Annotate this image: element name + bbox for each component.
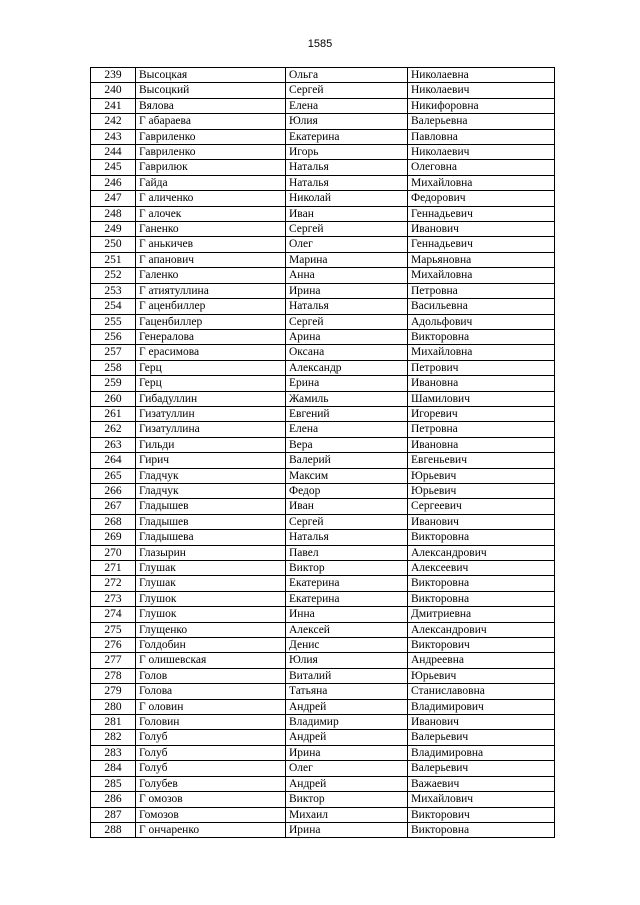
patronymic-cell: Николаевич	[408, 145, 555, 160]
row-number-cell: 270	[91, 545, 136, 560]
patronymic-cell: Владимировна	[408, 745, 555, 760]
patronymic-cell: Никифоровна	[408, 98, 555, 113]
first-name-cell: Евгений	[286, 406, 408, 421]
last-name-cell: Герц	[136, 376, 286, 391]
patronymic-cell: Андреевна	[408, 653, 555, 668]
patronymic-cell: Викторовна	[408, 530, 555, 545]
patronymic-cell: Викторович	[408, 807, 555, 822]
first-name-cell: Юлия	[286, 114, 408, 129]
table-row	[91, 499, 555, 514]
patronymic-cell: Марьяновна	[408, 252, 555, 267]
last-name-cell: Глушак	[136, 576, 286, 591]
last-name-cell: Г оловин	[136, 699, 286, 714]
first-name-cell: Сергей	[286, 83, 408, 98]
table-row	[91, 376, 555, 391]
patronymic-cell: Владимирович	[408, 699, 555, 714]
first-name-cell: Олег	[286, 761, 408, 776]
patronymic-cell: Михайловна	[408, 268, 555, 283]
row-number-cell: 244	[91, 145, 136, 160]
roster-table	[90, 67, 555, 838]
row-number-cell: 273	[91, 591, 136, 606]
last-name-cell: Г анькичев	[136, 237, 286, 252]
row-number-cell: 245	[91, 160, 136, 175]
last-name-cell: Глушок	[136, 591, 286, 606]
first-name-cell: Андрей	[286, 730, 408, 745]
patronymic-cell: Олеговна	[408, 160, 555, 175]
patronymic-cell: Ивановна	[408, 437, 555, 452]
last-name-cell: Вялова	[136, 98, 286, 113]
first-name-cell: Наталья	[286, 299, 408, 314]
last-name-cell: Гибадуллин	[136, 391, 286, 406]
patronymic-cell: Важаевич	[408, 776, 555, 791]
last-name-cell: Голова	[136, 684, 286, 699]
first-name-cell: Арина	[286, 329, 408, 344]
last-name-cell: Голдобин	[136, 638, 286, 653]
row-number-cell: 283	[91, 745, 136, 760]
table-row	[91, 684, 555, 699]
last-name-cell: Г ончаренко	[136, 822, 286, 837]
table-row	[91, 160, 555, 175]
last-name-cell: Глушок	[136, 607, 286, 622]
last-name-cell: Генералова	[136, 329, 286, 344]
patronymic-cell: Адольфович	[408, 314, 555, 329]
first-name-cell: Виктор	[286, 561, 408, 576]
patronymic-cell: Геннадьевич	[408, 237, 555, 252]
first-name-cell: Екатерина	[286, 576, 408, 591]
patronymic-cell: Николаевич	[408, 83, 555, 98]
last-name-cell: Голуб	[136, 745, 286, 760]
page-number: 1585	[307, 38, 333, 50]
table-row	[91, 822, 555, 837]
first-name-cell: Ольга	[286, 68, 408, 83]
table-row	[91, 406, 555, 421]
last-name-cell: Г атиятуллина	[136, 283, 286, 298]
first-name-cell: Ирина	[286, 822, 408, 837]
first-name-cell: Владимир	[286, 715, 408, 730]
patronymic-cell: Алексеевич	[408, 561, 555, 576]
patronymic-cell: Дмитриевна	[408, 607, 555, 622]
row-number-cell: 281	[91, 715, 136, 730]
row-number-cell: 286	[91, 792, 136, 807]
row-number-cell: 248	[91, 206, 136, 221]
table-row	[91, 638, 555, 653]
row-number-cell: 256	[91, 329, 136, 344]
table-row	[91, 329, 555, 344]
first-name-cell: Андрей	[286, 776, 408, 791]
patronymic-cell: Иванович	[408, 715, 555, 730]
table-row	[91, 699, 555, 714]
table-row	[91, 206, 555, 221]
first-name-cell: Елена	[286, 98, 408, 113]
table-row	[91, 175, 555, 190]
patronymic-cell: Иванович	[408, 222, 555, 237]
row-number-cell: 266	[91, 483, 136, 498]
patronymic-cell: Михайловна	[408, 175, 555, 190]
patronymic-cell: Игоревич	[408, 406, 555, 421]
first-name-cell: Вера	[286, 437, 408, 452]
first-name-cell: Ирина	[286, 745, 408, 760]
row-number-cell: 274	[91, 607, 136, 622]
row-number-cell: 272	[91, 576, 136, 591]
last-name-cell: Гладчук	[136, 483, 286, 498]
patronymic-cell: Евгеньевич	[408, 453, 555, 468]
table-row	[91, 345, 555, 360]
patronymic-cell: Павловна	[408, 129, 555, 144]
row-number-cell: 259	[91, 376, 136, 391]
last-name-cell: Голубев	[136, 776, 286, 791]
row-number-cell: 258	[91, 360, 136, 375]
first-name-cell: Алексей	[286, 622, 408, 637]
row-number-cell: 278	[91, 668, 136, 683]
last-name-cell: Гизатуллина	[136, 422, 286, 437]
last-name-cell: Г ерасимова	[136, 345, 286, 360]
row-number-cell: 255	[91, 314, 136, 329]
row-number-cell: 288	[91, 822, 136, 837]
first-name-cell: Павел	[286, 545, 408, 560]
patronymic-cell: Викторовна	[408, 591, 555, 606]
table-row	[91, 422, 555, 437]
first-name-cell: Инна	[286, 607, 408, 622]
patronymic-cell: Шамилович	[408, 391, 555, 406]
patronymic-cell: Михайлович	[408, 792, 555, 807]
first-name-cell: Валерий	[286, 453, 408, 468]
last-name-cell: Гирич	[136, 453, 286, 468]
row-number-cell: 257	[91, 345, 136, 360]
patronymic-cell: Николаевна	[408, 68, 555, 83]
first-name-cell: Елена	[286, 422, 408, 437]
last-name-cell: Г алочек	[136, 206, 286, 221]
row-number-cell: 264	[91, 453, 136, 468]
row-number-cell: 241	[91, 98, 136, 113]
row-number-cell: 287	[91, 807, 136, 822]
row-number-cell: 282	[91, 730, 136, 745]
first-name-cell: Татьяна	[286, 684, 408, 699]
last-name-cell: Г омозов	[136, 792, 286, 807]
table-row	[91, 745, 555, 760]
first-name-cell: Иван	[286, 206, 408, 221]
row-number-cell: 250	[91, 237, 136, 252]
row-number-cell: 239	[91, 68, 136, 83]
patronymic-cell: Юрьевич	[408, 668, 555, 683]
last-name-cell: Глущенко	[136, 622, 286, 637]
row-number-cell: 263	[91, 437, 136, 452]
first-name-cell: Екатерина	[286, 129, 408, 144]
row-number-cell: 265	[91, 468, 136, 483]
table-row	[91, 191, 555, 206]
last-name-cell: Ганенко	[136, 222, 286, 237]
last-name-cell: Гизатуллин	[136, 406, 286, 421]
table-row	[91, 299, 555, 314]
table-row	[91, 391, 555, 406]
row-number-cell: 268	[91, 514, 136, 529]
row-number-cell: 240	[91, 83, 136, 98]
last-name-cell: Г аценбиллер	[136, 299, 286, 314]
row-number-cell: 246	[91, 175, 136, 190]
patronymic-cell: Юрьевич	[408, 483, 555, 498]
last-name-cell: Г абараева	[136, 114, 286, 129]
first-name-cell: Михаил	[286, 807, 408, 822]
patronymic-cell: Станиславовна	[408, 684, 555, 699]
row-number-cell: 243	[91, 129, 136, 144]
first-name-cell: Ерина	[286, 376, 408, 391]
first-name-cell: Сергей	[286, 222, 408, 237]
table-row	[91, 360, 555, 375]
first-name-cell: Андрей	[286, 699, 408, 714]
row-number-cell: 261	[91, 406, 136, 421]
table-row	[91, 145, 555, 160]
row-number-cell: 269	[91, 530, 136, 545]
last-name-cell: Г олишевская	[136, 653, 286, 668]
last-name-cell: Гаценбиллер	[136, 314, 286, 329]
first-name-cell: Анна	[286, 268, 408, 283]
table-row	[91, 468, 555, 483]
table-row	[91, 622, 555, 637]
last-name-cell: Гладышев	[136, 499, 286, 514]
first-name-cell: Сергей	[286, 314, 408, 329]
last-name-cell: Г аличенко	[136, 191, 286, 206]
first-name-cell: Денис	[286, 638, 408, 653]
patronymic-cell: Геннадьевич	[408, 206, 555, 221]
patronymic-cell: Александрович	[408, 622, 555, 637]
first-name-cell: Сергей	[286, 514, 408, 529]
last-name-cell: Высоцкий	[136, 83, 286, 98]
patronymic-cell: Васильевна	[408, 299, 555, 314]
table-row	[91, 776, 555, 791]
row-number-cell: 254	[91, 299, 136, 314]
table-row	[91, 314, 555, 329]
row-number-cell: 242	[91, 114, 136, 129]
patronymic-cell: Михайловна	[408, 345, 555, 360]
first-name-cell: Наталья	[286, 175, 408, 190]
row-number-cell: 262	[91, 422, 136, 437]
row-number-cell: 285	[91, 776, 136, 791]
first-name-cell: Максим	[286, 468, 408, 483]
last-name-cell: Гладышева	[136, 530, 286, 545]
last-name-cell: Г апанович	[136, 252, 286, 267]
patronymic-cell: Петровна	[408, 422, 555, 437]
table-row	[91, 807, 555, 822]
last-name-cell: Гомозов	[136, 807, 286, 822]
first-name-cell: Александр	[286, 360, 408, 375]
last-name-cell: Голов	[136, 668, 286, 683]
last-name-cell: Галенко	[136, 268, 286, 283]
table-row	[91, 252, 555, 267]
table-row	[91, 83, 555, 98]
table-row	[91, 114, 555, 129]
table-row	[91, 607, 555, 622]
row-number-cell: 253	[91, 283, 136, 298]
patronymic-cell: Валерьевич	[408, 761, 555, 776]
first-name-cell: Юлия	[286, 653, 408, 668]
table-row	[91, 561, 555, 576]
patronymic-cell: Александрович	[408, 545, 555, 560]
row-number-cell: 277	[91, 653, 136, 668]
roster-table-body	[91, 68, 555, 838]
last-name-cell: Гайда	[136, 175, 286, 190]
table-row	[91, 545, 555, 560]
row-number-cell: 284	[91, 761, 136, 776]
first-name-cell: Наталья	[286, 530, 408, 545]
table-row	[91, 668, 555, 683]
last-name-cell: Герц	[136, 360, 286, 375]
table-row	[91, 715, 555, 730]
table-row	[91, 576, 555, 591]
table-row	[91, 530, 555, 545]
patronymic-cell: Викторовна	[408, 822, 555, 837]
first-name-cell: Иван	[286, 499, 408, 514]
table-row	[91, 68, 555, 83]
last-name-cell: Головин	[136, 715, 286, 730]
table-row	[91, 129, 555, 144]
table-row	[91, 483, 555, 498]
patronymic-cell: Иванович	[408, 514, 555, 529]
table-row	[91, 237, 555, 252]
last-name-cell: Глазырин	[136, 545, 286, 560]
first-name-cell: Екатерина	[286, 591, 408, 606]
last-name-cell: Гавриленко	[136, 129, 286, 144]
last-name-cell: Гильди	[136, 437, 286, 452]
last-name-cell: Глушак	[136, 561, 286, 576]
row-number-cell: 279	[91, 684, 136, 699]
table-row	[91, 98, 555, 113]
last-name-cell: Гаврилюк	[136, 160, 286, 175]
row-number-cell: 280	[91, 699, 136, 714]
table-row	[91, 437, 555, 452]
row-number-cell: 251	[91, 252, 136, 267]
first-name-cell: Виталий	[286, 668, 408, 683]
row-number-cell: 249	[91, 222, 136, 237]
patronymic-cell: Викторовна	[408, 329, 555, 344]
first-name-cell: Олег	[286, 237, 408, 252]
row-number-cell: 260	[91, 391, 136, 406]
patronymic-cell: Петрович	[408, 360, 555, 375]
first-name-cell: Ирина	[286, 283, 408, 298]
row-number-cell: 267	[91, 499, 136, 514]
patronymic-cell: Валерьевна	[408, 114, 555, 129]
last-name-cell: Голуб	[136, 730, 286, 745]
last-name-cell: Гавриленко	[136, 145, 286, 160]
last-name-cell: Гладышев	[136, 514, 286, 529]
last-name-cell: Голуб	[136, 761, 286, 776]
first-name-cell: Николай	[286, 191, 408, 206]
row-number-cell: 275	[91, 622, 136, 637]
table-row	[91, 222, 555, 237]
first-name-cell: Наталья	[286, 160, 408, 175]
table-row	[91, 761, 555, 776]
patronymic-cell: Ивановна	[408, 376, 555, 391]
first-name-cell: Марина	[286, 252, 408, 267]
patronymic-cell: Валерьевич	[408, 730, 555, 745]
row-number-cell: 276	[91, 638, 136, 653]
row-number-cell: 252	[91, 268, 136, 283]
table-row	[91, 730, 555, 745]
patronymic-cell: Федорович	[408, 191, 555, 206]
table-row	[91, 453, 555, 468]
table-row	[91, 591, 555, 606]
first-name-cell: Оксана	[286, 345, 408, 360]
first-name-cell: Жамиль	[286, 391, 408, 406]
table-row	[91, 268, 555, 283]
last-name-cell: Высоцкая	[136, 68, 286, 83]
patronymic-cell: Петровна	[408, 283, 555, 298]
table-row	[91, 653, 555, 668]
patronymic-cell: Викторовна	[408, 576, 555, 591]
first-name-cell: Федор	[286, 483, 408, 498]
patronymic-cell: Викторович	[408, 638, 555, 653]
table-row	[91, 792, 555, 807]
patronymic-cell: Сергеевич	[408, 499, 555, 514]
first-name-cell: Виктор	[286, 792, 408, 807]
row-number-cell: 247	[91, 191, 136, 206]
patronymic-cell: Юрьевич	[408, 468, 555, 483]
row-number-cell: 271	[91, 561, 136, 576]
table-row	[91, 514, 555, 529]
table-row	[91, 283, 555, 298]
first-name-cell: Игорь	[286, 145, 408, 160]
last-name-cell: Гладчук	[136, 468, 286, 483]
